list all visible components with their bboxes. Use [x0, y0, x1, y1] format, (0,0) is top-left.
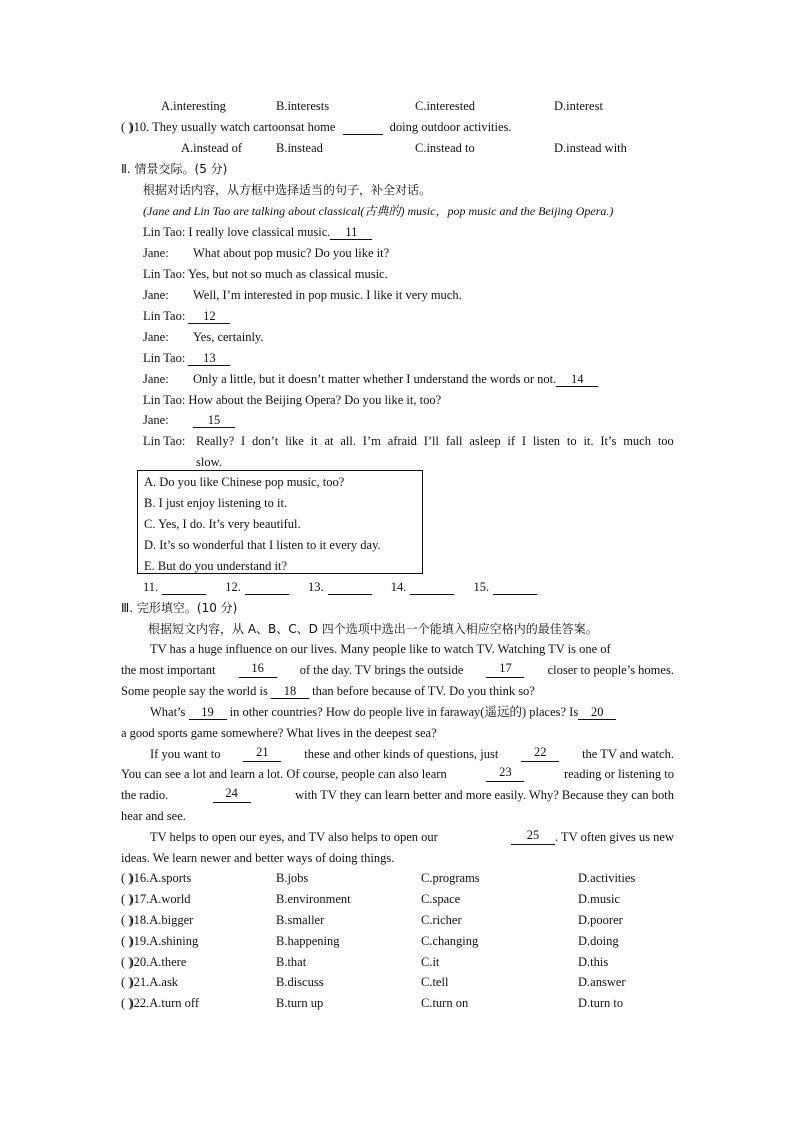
section3-heading: Ⅲ. 完形填空。(10 分) [121, 601, 238, 615]
q10-blank [343, 121, 383, 135]
option-b: B.turn up [276, 996, 324, 1010]
choice-d: D. It’s so wonderful that I listen to it every day. [144, 538, 381, 552]
option-a: )16.A.sports [129, 871, 192, 885]
q10-option-d: D.instead with [554, 141, 627, 155]
answer-line [143, 579, 537, 595]
option-d: D.turn to [578, 996, 624, 1010]
blank-21: 21 [243, 746, 281, 762]
question-stem [121, 891, 191, 907]
blank-14: 14 [556, 373, 598, 387]
blank-18: 18 [271, 685, 309, 699]
option-b: B.that [276, 955, 307, 969]
dialogue-line-11-cont: slow. [196, 455, 222, 469]
option-a: )17.A.world [129, 892, 191, 906]
dialogue-line-3 [143, 266, 388, 282]
question-stem [121, 870, 191, 886]
p2-line1: What’s 19 in other countries? How do people live in faraway(遥远的) places? Is 20 [150, 704, 616, 720]
word: it. [583, 434, 594, 448]
dialogue-text: What about pop music? Do you like it? [193, 246, 390, 260]
dialogue-line-5 [143, 308, 230, 324]
word: fall [445, 434, 463, 448]
speaker: Lin Tao: [143, 225, 186, 239]
answer-paren[interactable]: ( ) [121, 871, 133, 885]
speaker: Lin Tao: [143, 393, 186, 407]
word: I [241, 434, 246, 448]
blank-16: 16 [239, 662, 277, 678]
p3-line3: the radio. 24 with TV they can learn better and more easily. Why? Because they can both [121, 786, 674, 802]
question-stem [121, 912, 193, 928]
option-d: D.music [578, 892, 621, 906]
dialogue-line-8 [143, 371, 598, 387]
blank-19: 19 [189, 706, 227, 720]
answer-paren[interactable]: ( ) [121, 975, 133, 989]
word: I’m [362, 434, 381, 448]
q10-option-b: B.instead [276, 141, 323, 155]
option-b: B.discuss [276, 975, 324, 989]
q10-option-c: C.instead to [415, 141, 475, 155]
p4-line2: ideas. We learn newer and better ways of doing things. [121, 851, 395, 865]
dialogue-text: Well, I’m interested in pop music. I like it very much. [193, 288, 462, 302]
blank-17: 17 [486, 662, 524, 678]
option-b: B.smaller [276, 913, 325, 927]
speaker: Jane: [143, 246, 169, 260]
dialogue-line-11-speaker: Lin Tao: [143, 434, 186, 448]
answer-blank-14[interactable] [410, 581, 454, 595]
p4-line1: TV helps to open our eyes, and TV also helps to open our 25 . TV often gives us new [150, 828, 674, 844]
blank-13: 13 [188, 352, 230, 366]
dialogue-line-6 [143, 329, 263, 345]
word: too [657, 434, 674, 448]
word: much [623, 434, 651, 448]
choice-e: E. But do you understand it? [144, 559, 288, 573]
word: afraid [387, 434, 417, 448]
dialogue-text: Yes, but not so much as classical music. [187, 267, 388, 281]
answer-blank-12[interactable] [245, 581, 289, 595]
section2-heading: Ⅱ. 情景交际。(5 分) [121, 162, 228, 176]
answer-blank-13[interactable] [328, 581, 372, 595]
blank-24: 24 [213, 787, 251, 803]
word: it [310, 434, 318, 448]
answer-label-12: 12. [225, 580, 241, 594]
question-stem [121, 974, 178, 990]
answer-label-15: 15. [473, 580, 490, 594]
speaker: Lin Tao: [143, 351, 186, 365]
dialogue-line-4 [143, 287, 462, 303]
q10-option-a: A.instead of [181, 141, 243, 155]
blank-15: 15 [193, 414, 235, 428]
word: if [507, 434, 516, 448]
p1-line1: TV has a huge influence on our lives. Many people like to watch TV. Watching TV is one of [150, 642, 611, 656]
answer-paren[interactable]: ( ) [121, 913, 133, 927]
question-stem [121, 933, 198, 949]
q9-option-a: A.interesting [161, 99, 226, 113]
dialogue-line-2 [143, 245, 389, 261]
option-d: D.answer [578, 975, 626, 989]
section2-context: (Jane and Lin Tao are talking about classical(古典的) music，pop music and the Beijing Opera.) [143, 204, 614, 218]
blank-23: 23 [486, 766, 524, 782]
choice-a: A. Do you like Chinese pop music, too? [144, 475, 345, 489]
option-d: D.activities [578, 871, 636, 885]
option-b: B.environment [276, 892, 351, 906]
q10-stem [121, 119, 512, 135]
option-d: D.poorer [578, 913, 623, 927]
q10-stem-a: )10. They usually watch cartoonsat home [129, 120, 336, 134]
speaker: Lin Tao: [143, 267, 186, 281]
word: It’s [600, 434, 617, 448]
answer-label-14: 14. [390, 580, 407, 594]
p2-line2: a good sports game somewhere? What lives in the deepest sea? [121, 726, 437, 740]
word: I’ll [423, 434, 439, 448]
answer-label-13: 13. [308, 580, 324, 594]
dialogue-text: I really love classical music. [188, 225, 331, 239]
option-c: C.tell [421, 975, 449, 989]
word: asleep [469, 434, 501, 448]
section2-instruction: 根据对话内容，从方框中选择适当的句子，补全对话。 [143, 183, 432, 197]
speaker: Jane: [143, 330, 169, 344]
dialogue-line-11-text [196, 433, 674, 449]
dialogue-line-1 [143, 224, 372, 240]
answer-blank-11[interactable] [162, 581, 206, 595]
word: to [566, 434, 577, 448]
dialogue-text: How about the Beijing Opera? Do you like it, too? [188, 393, 442, 407]
blank-25: 25 [511, 829, 555, 845]
option-a: )18.A.bigger [129, 913, 194, 927]
blank-12: 12 [188, 310, 230, 324]
q10-stem-b: doing outdoor activities. [389, 120, 512, 134]
answer-paren[interactable]: ( ) [121, 892, 133, 906]
option-a: )20.A.there [129, 955, 187, 969]
option-c: C.turn on [421, 996, 469, 1010]
dialogue-line-10 [143, 412, 235, 428]
option-c: C.changing [421, 934, 479, 948]
p3-line2: You can see a lot and learn a lot. Of course, people can also learn 23 reading or listening to [121, 765, 674, 781]
word: at [324, 434, 334, 448]
p1-line2: the most important 16 of the day. TV brings the outside 17 closer to people’s homes. [121, 661, 674, 677]
word: Really? [196, 434, 235, 448]
q9-option-b: B.interests [276, 99, 330, 113]
option-b: B.jobs [276, 871, 309, 885]
word: like [285, 434, 304, 448]
p3-line1: If you want to 21 these and other kinds of questions, just 22 the TV and watch. [150, 745, 674, 761]
q9-option-c: C.interested [415, 99, 476, 113]
p1-line3: Some people say the world is 18 than before because of TV. Do you think so? [121, 684, 535, 698]
answer-paren: ( ) [121, 120, 133, 134]
speaker: Jane: [143, 413, 169, 427]
choice-box [137, 470, 423, 574]
dialogue-line-7 [143, 350, 230, 366]
section3-instruction: 根据短文内容，从 A、B、C、D 四个选项中选出一个能填入相应空格内的最佳答案。 [148, 622, 598, 636]
question-stem [121, 954, 186, 970]
answer-blank-15[interactable] [493, 581, 537, 595]
p3-line4: hear and see. [121, 809, 186, 823]
option-a: )22.A.turn off [129, 996, 200, 1010]
blank-22: 22 [521, 746, 559, 762]
word: listen [532, 434, 561, 448]
blank-11: 11 [330, 226, 372, 240]
option-d: D.doing [578, 934, 619, 948]
option-d: D.this [578, 955, 609, 969]
speaker: Jane: [143, 288, 169, 302]
word: I [521, 434, 527, 448]
question-stem [121, 995, 199, 1011]
answer-paren[interactable]: ( ) [121, 934, 133, 948]
option-c: C.programs [421, 871, 480, 885]
dialogue-line-9 [143, 392, 441, 408]
answer-label-11: 11. [143, 580, 159, 594]
dialogue-text: Only a little, but it doesn’t matter whether I understand the words or not. [193, 372, 557, 386]
blank-20: 20 [578, 706, 616, 720]
choice-b: B. I just enjoy listening to it. [144, 496, 288, 510]
word: all. [340, 434, 356, 448]
word: don’t [252, 434, 279, 448]
speaker: Jane: [143, 372, 169, 386]
answer-paren[interactable]: ( ) [121, 996, 133, 1010]
speaker: Lin Tao: [143, 309, 186, 323]
option-b: B.happening [276, 934, 340, 948]
choice-c: C. Yes, I do. It’s very beautiful. [144, 517, 301, 531]
q9-option-d: D.interest [554, 99, 603, 113]
dialogue-text: Yes, certainly. [193, 330, 264, 344]
answer-paren[interactable]: ( ) [121, 955, 133, 969]
option-c: C.richer [421, 913, 462, 927]
option-c: C.it [421, 955, 440, 969]
option-a: )19.A.shining [129, 934, 199, 948]
option-c: C.space [421, 892, 461, 906]
option-a: )21.A.ask [129, 975, 179, 989]
